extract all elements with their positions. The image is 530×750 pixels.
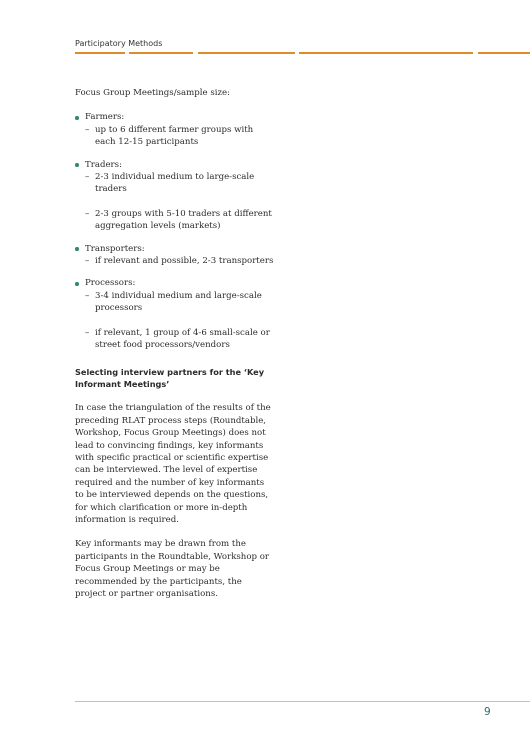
- sub-item: – if relevant and possible, 2-3 transporters: [85, 256, 274, 267]
- section-heading: Selecting interview partners for the ‘Key Informant Meetings’: [75, 366, 265, 389]
- bullet-label: Farmers:: [85, 112, 125, 123]
- sub-item: – 2-3 groups with 5-10 traders at different aggregation levels (markets): [85, 208, 272, 232]
- intro-line: Focus Group Meetings/sample size:: [75, 88, 231, 98]
- bullet-label: Transporters:: [85, 243, 145, 254]
- bullet-traders: [75, 159, 275, 233]
- bullet-label: Processors:: [85, 278, 136, 289]
- page-number: 9: [484, 706, 491, 718]
- sub-item: – if relevant, 1 group of 4-6 small-scale or street food processors/vendors: [85, 327, 270, 351]
- footer-rule: [75, 701, 530, 702]
- sub-item: – up to 6 different farmer groups with each 12-15 participants: [85, 124, 254, 148]
- bullet-transporters: [75, 243, 275, 268]
- bullet-label: Traders:: [85, 159, 122, 170]
- running-header: Participatory Methods: [75, 39, 163, 48]
- sub-item: – 3-4 individual medium and large-scale processors: [85, 290, 262, 314]
- bullet-dot-icon: [75, 116, 79, 120]
- bullet-farmers: [75, 111, 275, 148]
- bullet-dot-icon: [75, 247, 79, 251]
- header-rule: [75, 52, 530, 54]
- paragraph: In case the triangulation of the results of the preceding RLAT process steps (Roundtable, Workshop, Focus Group Meetings) does not lead to convincing findings, key informants with specific practical or scientific expertise can be interviewed. The level of expertise required and the number of key informants to be interviewed depends on the questions, for which clarification or more in-depth information is required.: [75, 403, 271, 525]
- bullet-processors: [75, 277, 275, 351]
- body-text: [75, 87, 275, 612]
- paragraph: Key informants may be drawn from the participants in the Roundtable, Workshop or Focus Group Meetings or may be recommended by the participants, the project or partner organisations.: [75, 539, 270, 599]
- sub-item: – 2-3 individual medium to large-scale traders: [85, 172, 255, 195]
- bullet-dot-icon: [75, 282, 79, 286]
- bullet-dot-icon: [75, 163, 79, 167]
